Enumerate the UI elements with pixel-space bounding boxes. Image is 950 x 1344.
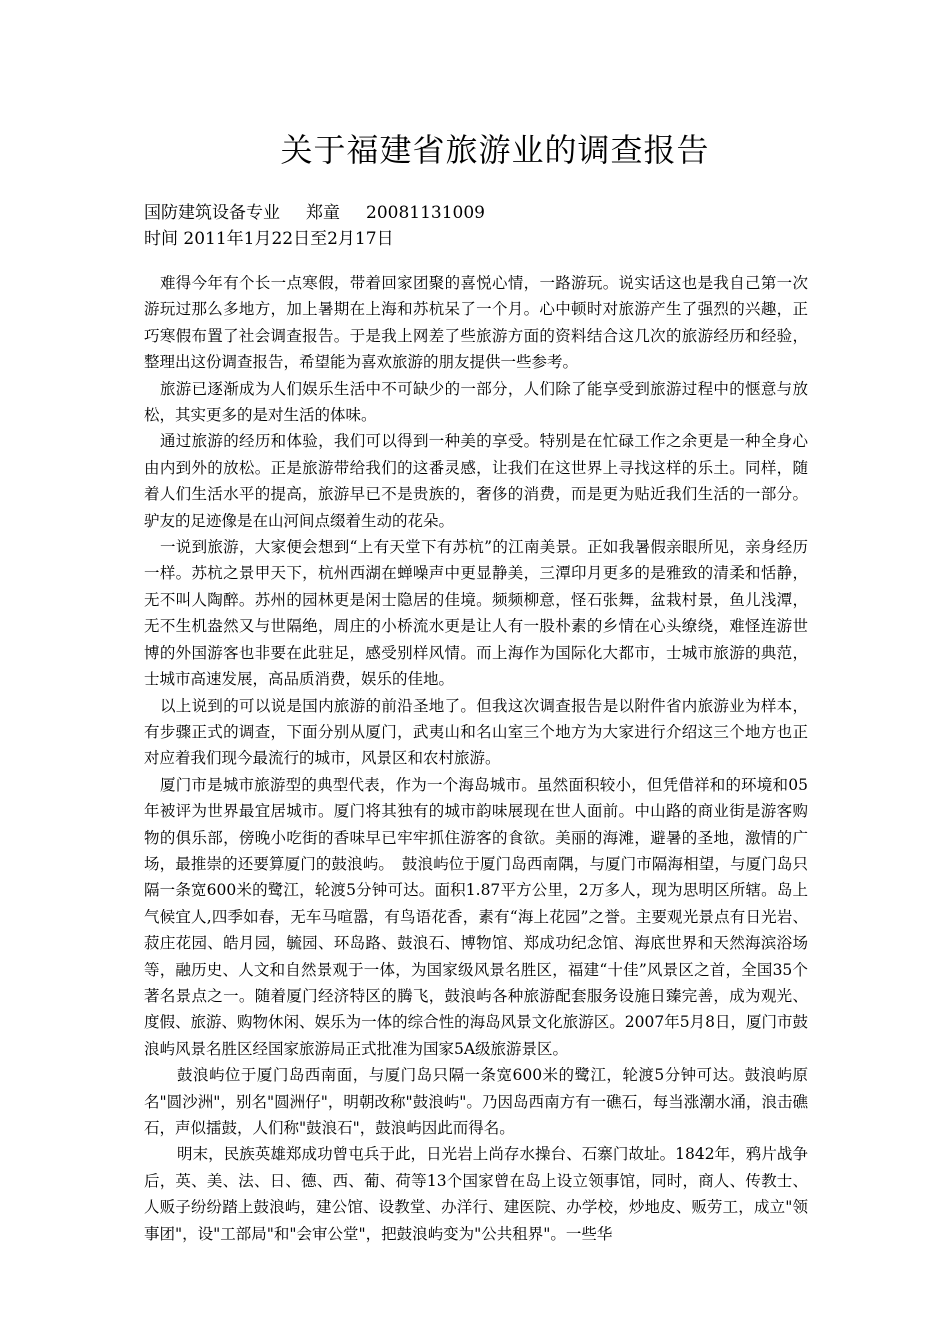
author-info	[144, 200, 844, 252]
paragraph: 明末，民族英雄郑成功曾屯兵于此，日光岩上尚存水操台、石寨门故址。1842年，鸦片战争后，英、美、法、日、德、西、葡、荷等13个国家曾在岛上设立领事馆，同时，商人、传教士、人贩子纷纷踏上鼓浪屿，建公馆、设教堂、办洋行、建医院、办学校，炒地皮、贩劳工，成立"领事团"，设"工部局"和"会审公堂"，把鼓浪屿变为"公共租界"。一些华	[144, 1145, 808, 1243]
report-body	[144, 270, 808, 1247]
paragraph: 难得今年有个长一点寒假，带着回家团聚的喜悦心情，一路游玩。说实话这也是我自己第一次游玩过那么多地方，加上暑期在上海和苏杭呆了一个月。心中顿时对旅游产生了强烈的兴趣，正巧寒假布置了社会调查报告。于是我上网差了些旅游方面的资料结合这几次的旅游经历和经验，整理出这份调查报告，希望能为喜欢旅游的朋友提供一些参考。	[144, 274, 808, 372]
paragraph: 一说到旅游，大家便会想到“上有天堂下有苏杭”的江南美景。正如我暑假亲眼所见，亲身经历一样。苏杭之景甲天下，杭州西湖在蝉噪声中更显静美，三潭印月更多的是雅致的清柔和恬静，无不叫人陶醉。苏州的园林更是闲士隐居的佳境。频频柳意，怪石张舞，盆栽村景，鱼儿浅潭，无不生机盎然又与世隔绝，周庄的小桥流水更是让人有一股朴素的乡情在心头缭绕，难怪连游世博的外国游客也非要在此驻足，感受别样风情。而上海作为国际化大都市，士城市旅游的典范，士城市高速发展，高品质消费，娱乐的佳地。	[144, 538, 808, 689]
document-title: 关于福建省旅游业的调查报告	[280, 131, 710, 169]
paragraph: 通过旅游的经历和体验，我们可以得到一种美的享受。特别是在忙碌工作之余更是一种全身心由内到外的放松。正是旅游带给我们的这番灵感，让我们在这世界上寻找这样的乐土。同样，随着人们生活水平的提高，旅游早已不是贵族的，奢侈的消费，而是更为贴近我们生活的一部分。驴友的足迹像是在山河间点缀着生动的花朵。	[144, 432, 808, 530]
paragraph: 旅游已逐渐成为人们娱乐生活中不可缺少的一部分，人们除了能享受到旅游过程中的惬意与放松，其实更多的是对生活的体味。	[144, 379, 808, 425]
paragraph: 鼓浪屿位于厦门岛西南面，与厦门岛只隔一条宽600米的鹭江，轮渡5分钟可达。鼓浪屿原名"圆沙洲"，别名"圆洲仔"，明朝改称"鼓浪屿"。乃因岛西南方有一礁石，每当涨潮水涌，浪击礁石，声似擂鼓，人们称"鼓浪石"，鼓浪屿因此而得名。	[144, 1066, 808, 1137]
period-line: 时间 2011年1月22日至2月17日	[144, 229, 394, 249]
paragraph: 厦门市是城市旅游型的典型代表，作为一个海岛城市。虽然面积较小，但凭借祥和的环境和05年被评为世界最宜居城市。厦门将其独有的城市韵味展现在世人面前。中山路的商业街是游客购物的俱乐部，傍晚小吃街的香味早已牢牢抓住游客的食欲。美丽的海滩，避暑的圣地，激情的广场，最推崇的还要算厦门的鼓浪屿。 鼓浪屿位于厦门岛西南隅，与厦门市隔海相望，与厦门岛只隔一条宽600米的鹭江，轮渡5分钟可达。面积1.87平方公里，2万多人，现为思明区所辖。岛上气候宜人,四季如春，无车马喧嚣，有鸟语花香，素有“海上花园”之誉。主要观光景点有日光岩、菽庄花园、皓月园，毓园、环岛路、鼓浪石、博物馆、郑成功纪念馆、海底世界和天然海滨浴场等，融历史、人文和自然景观于一体，为国家级风景名胜区，福建“十佳”风景区之首，全国35个著名景点之一。随着厦门经济特区的腾飞，鼓浪屿各种旅游配套服务设施日臻完善，成为观光、度假、旅游、购物休闲、娱乐为一体的综合性的海岛风景文化旅游区。2007年5月8日，厦门市鼓浪屿风景名胜区经国家旅游局正式批准为国家5A级旅游景区。	[144, 775, 808, 1058]
author-major: 国防建筑设备专业	[144, 203, 280, 223]
student-id: 20081131009	[366, 203, 485, 223]
paragraph: 以上说到的可以说是国内旅游的前沿圣地了。但我这次调查报告是以附件省内旅游业为样本，有步骤正式的调查，下面分别从厦门，武夷山和名山室三个地方为大家进行介绍这三个地方也正对应着我们现今最流行的城市，风景区和农村旅游。	[144, 696, 808, 768]
author-name: 郑童	[306, 203, 340, 223]
author-line	[144, 200, 844, 226]
